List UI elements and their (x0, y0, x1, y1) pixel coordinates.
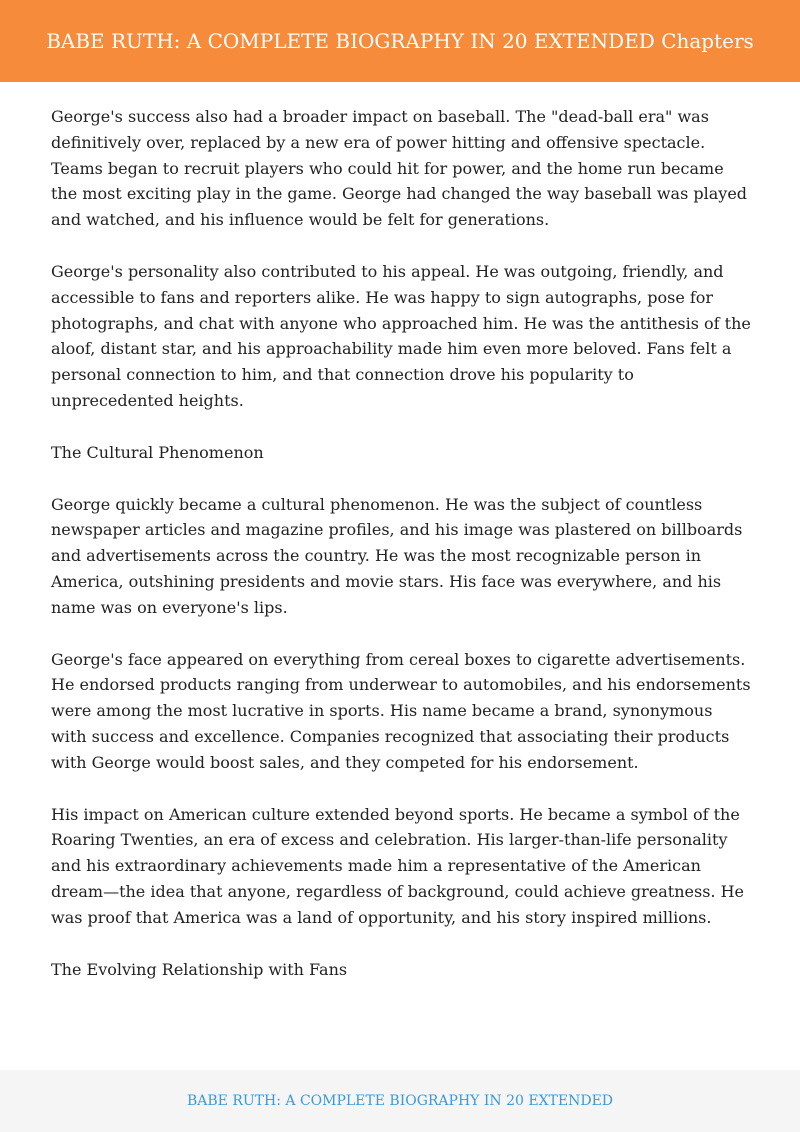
section-heading: The Evolving Relationship with Fans (51, 959, 348, 979)
page-header (0, 0, 800, 82)
section-heading: The Cultural Phenomenon (51, 442, 264, 462)
paragraph: George quickly became a cultural phenomenon. He was the subject of countless newspaper articles and magazine profiles, and his image was plastered on billboards and advertisements across the country. He was the most recognizable person in America, outshining presidents and movie stars. His face was everywhere, and his name was on everyone's lips. (51, 494, 743, 617)
footer-title: BABE RUTH: A COMPLETE BIOGRAPHY IN 20 EXTENDED (186, 1093, 614, 1109)
page-footer (0, 1070, 800, 1132)
paragraph: His impact on American culture extended beyond sports. He became a symbol of the Roaring Twenties, an era of excess and celebration. His larger-than-life personality and his extraordinary achievements made him a representative of the American dream—the idea that anyone, regardless of background, could achieve greatness. He was proof that America was a land of opportunity, and his story inspired millions. (51, 804, 745, 927)
paragraph: George's face appeared on everything from cereal boxes to cigarette advertisements. He endorsed products ranging from underwear to automobiles, and his endorsements were among the most lucrative in sports. His name became a brand, synonymous with success and excellence. Companies recognized that associating their products with George would boost sales, and they competed for his endorsement. (51, 649, 751, 772)
paragraph: George's success also had a broader impact on baseball. The "dead-ball era" was definitively over, replaced by a new era of power hitting and offensive spectacle. Teams began to recruit players who could hit for power, and the home run became the most exciting play in the game. George had changed the way baseball was played and watched, and his influence would be felt for generations. (51, 107, 748, 230)
paragraph: George's personality also contributed to his appeal. He was outgoing, friendly, and accessible to fans and reporters alike. He was happy to sign autographs, pose for photographs, and chat with anyone who approached him. He was the antithesis of the aloof, distant star, and his approachability made him even more beloved. Fans felt a personal connection to him, and that connection drove his popularity to unprecedented heights. (51, 261, 751, 410)
page-body (51, 104, 751, 1008)
book-title: BABE RUTH: A COMPLETE BIOGRAPHY IN 20 EXTENDED Chapters (46, 29, 754, 53)
